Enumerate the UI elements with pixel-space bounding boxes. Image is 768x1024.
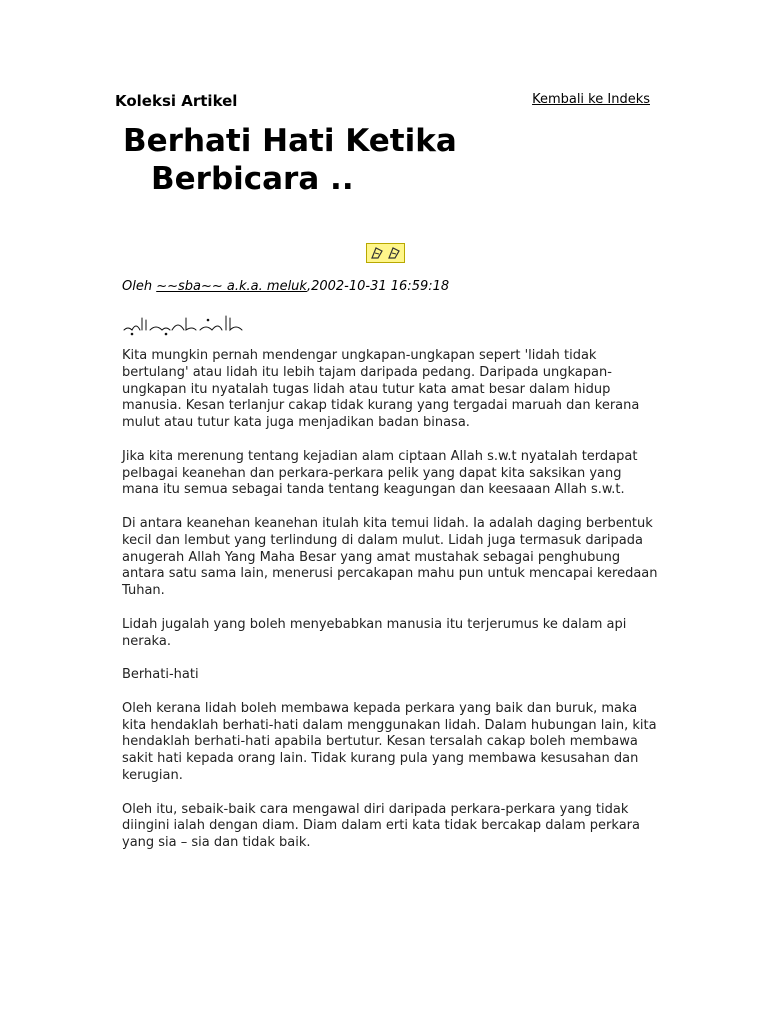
- quill-icon: [387, 246, 402, 260]
- title-line-1: Berhati Hati Ketika: [123, 123, 457, 159]
- rating-icons[interactable]: [366, 243, 405, 263]
- paragraph: Oleh itu, sebaik-baik cara mengawal diri daripada perkara-perkara yang tidak diingini ialah dengan diam. Diam dalam erti kata tidak bercakap dalam perkara yang sia – sia dan tidak baik.: [122, 801, 640, 851]
- paragraph: Lidah jugalah yang boleh menyebabkan manusia itu terjerumus ke dalam api neraka.: [122, 616, 627, 649]
- byline-prefix: Oleh: [122, 279, 157, 294]
- article-title: [123, 122, 503, 198]
- post-date: ,2002-10-31 16:59:18: [306, 279, 450, 294]
- subheading: Berhati-hati: [122, 667, 199, 683]
- title-line-2: Berbicara ..: [151, 161, 354, 197]
- author-link[interactable]: ~~sba~~ a.k.a. meluk: [156, 279, 307, 294]
- back-to-index-link[interactable]: Kembali ke Indeks: [532, 92, 650, 107]
- quill-icon: [370, 246, 385, 260]
- paragraph: Oleh kerana lidah boleh membawa kepada perkara yang baik dan buruk, maka kita hendaklah berhati-hati dalam menggunakan lidah. Dalam hubungan lain, kita hendaklah berhati-hati apabila bertutur. Kesan tersalah cakap boleh membawa sakit hati kepada orang lain. Tidak kurang pula yang membawa kesusahan dan kerugian.: [122, 700, 657, 783]
- byline: [122, 279, 449, 294]
- paragraph: Di antara keanehan keanehan itulah kita temui lidah. Ia adalah daging berbentuk kecil dan lembut yang terlindung di dalam mulut. Lidah juga termasuk daripada anugerah Allah Yang Maha Besar yang amat mustahak sebagai penghubung antara satu sama lain, menerusi percakapan mahu pun untuk mencapai keredaan Tuhan.: [122, 515, 658, 599]
- section-label: Koleksi Artikel: [115, 92, 238, 110]
- article-body: [122, 348, 662, 869]
- paragraph: Kita mungkin pernah mendengar ungkapan-ungkapan sepert 'lidah tidak bertulang' atau lidah itu lebih tajam daripada pedang. Daripada ungkapan-ungkapan itu nyatalah tugas lidah atau tutur kata amat besar dalam hidup manusia. Kesan terlanjur cakap tidak kurang yang tergadai maruah dan kerana mulut atau tutur kata juga menjadikan badan binasa.: [122, 348, 640, 431]
- salam-calligraphy-icon: [122, 312, 246, 336]
- paragraph: Jika kita merenung tentang kejadian alam ciptaan Allah s.w.t nyatalah terdapat pelbagai keanehan dan perkara-perkara pelik yang dapat kita saksikan yang mana itu semua sebagai tanda tentang keagungan dan keesaaan Allah s.w.t.: [122, 448, 638, 498]
